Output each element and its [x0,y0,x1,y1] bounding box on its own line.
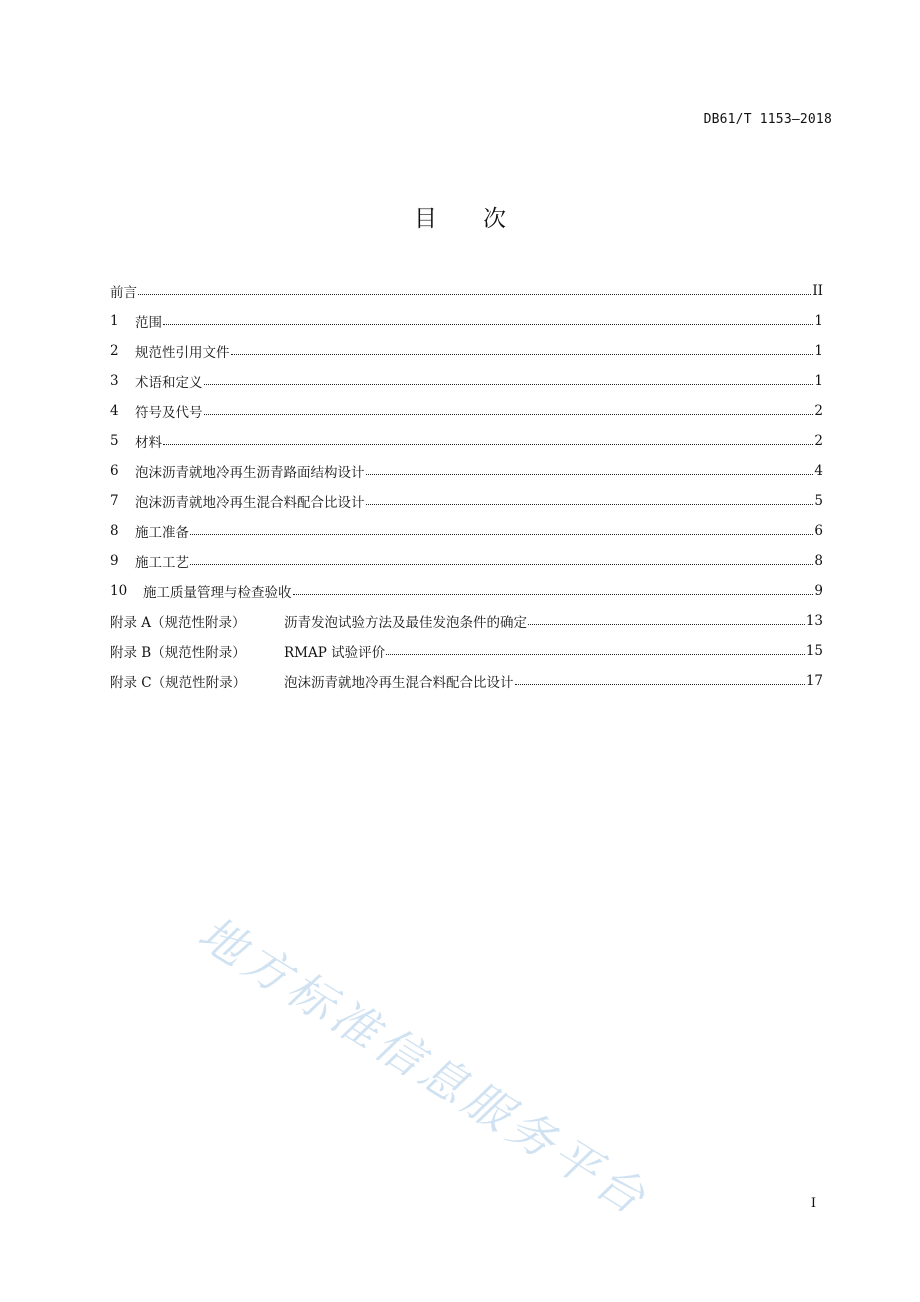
toc-entry-page: 1 [814,343,823,359]
dot-leader [163,324,813,325]
toc-entry-number: 10 [110,583,128,599]
toc-entry-number: 4 [110,403,119,419]
dot-leader [190,534,813,535]
dot-leader [366,504,814,505]
toc-entry-label: 前言 [110,285,137,301]
dot-leader [190,564,813,565]
toc-entry-label: 范围 [135,315,162,331]
toc-entry-label: RMAP 试验评价 [284,645,386,661]
toc-entry-number: 6 [110,463,119,479]
toc-entry-page: 17 [805,673,823,689]
title-char-1: 目 [414,206,437,232]
toc-entry-label: 施工质量管理与检查验收 [143,585,292,601]
toc-entry-10[interactable] [110,576,823,606]
toc-entry-page: 2 [814,433,823,449]
toc-entry-number: 3 [110,373,119,389]
dot-leader [138,294,811,295]
toc-entry-label: 沥青发泡试验方法及最佳发泡条件的确定 [284,615,527,631]
toc-entry-page: 2 [814,403,823,419]
toc-entry-number: 1 [110,313,119,329]
toc-entry-label: 材料 [135,435,162,451]
toc-entry-number: 5 [110,433,119,449]
toc-appendix-prefix: 附录 C（规范性附录） [110,675,247,691]
dot-leader [231,354,814,355]
toc-entry-8[interactable] [110,516,823,546]
toc-entry-page: 5 [814,493,823,509]
toc-entry-6[interactable] [110,456,823,486]
toc-entry-3[interactable] [110,366,823,396]
toc-entry-label: 术语和定义 [135,375,203,391]
toc-entry-page: 8 [814,553,823,569]
toc-entry-number: 8 [110,523,119,539]
watermark: 地方标准信息服务平台 [189,905,659,1227]
title-char-2: 次 [483,206,506,232]
toc-entry-2[interactable] [110,336,823,366]
dot-leader [528,624,805,625]
toc-entry-appendix-c[interactable] [110,666,823,696]
toc-appendix-prefix: 附录 A（规范性附录） [110,615,246,631]
dot-leader [293,594,814,595]
toc-entry-page: 1 [814,313,823,329]
table-of-contents [110,276,823,696]
toc-entry-label: 规范性引用文件 [135,345,230,361]
toc-entry-appendix-a[interactable] [110,606,823,636]
dot-leader [163,444,813,445]
toc-entry-foreword[interactable] [110,276,823,306]
toc-entry-7[interactable] [110,486,823,516]
toc-entry-number: 9 [110,553,119,569]
toc-entry-number: 2 [110,343,119,359]
toc-entry-label: 泡沫沥青就地冷再生沥青路面结构设计 [135,465,365,481]
page-title [0,200,920,233]
toc-entry-5[interactable] [110,426,823,456]
toc-entry-page: 9 [814,583,823,599]
toc-entry-page: 15 [805,643,823,659]
toc-entry-label: 泡沫沥青就地冷再生混合料配合比设计 [284,675,514,691]
toc-entry-page: 4 [814,463,823,479]
toc-appendix-prefix: 附录 B（规范性附录） [110,645,246,661]
standard-code: DB61/T 1153—2018 [703,112,832,127]
toc-entry-appendix-b[interactable] [110,636,823,666]
dot-leader [386,654,805,655]
toc-entry-page: 1 [814,373,823,389]
dot-leader [366,474,814,475]
page-number: I [810,1196,816,1211]
dot-leader [204,414,814,415]
toc-entry-label: 施工准备 [135,525,189,541]
toc-entry-9[interactable] [110,546,823,576]
toc-entry-label: 施工工艺 [135,555,189,571]
toc-entry-page: II [812,283,823,299]
toc-entry-page: 6 [814,523,823,539]
toc-entry-page: 13 [805,613,823,629]
dot-leader [515,684,805,685]
toc-entry-label: 泡沫沥青就地冷再生混合料配合比设计 [135,495,365,511]
toc-entry-1[interactable] [110,306,823,336]
toc-entry-label: 符号及代号 [135,405,203,421]
toc-entry-number: 7 [110,493,119,509]
toc-entry-4[interactable] [110,396,823,426]
dot-leader [204,384,814,385]
